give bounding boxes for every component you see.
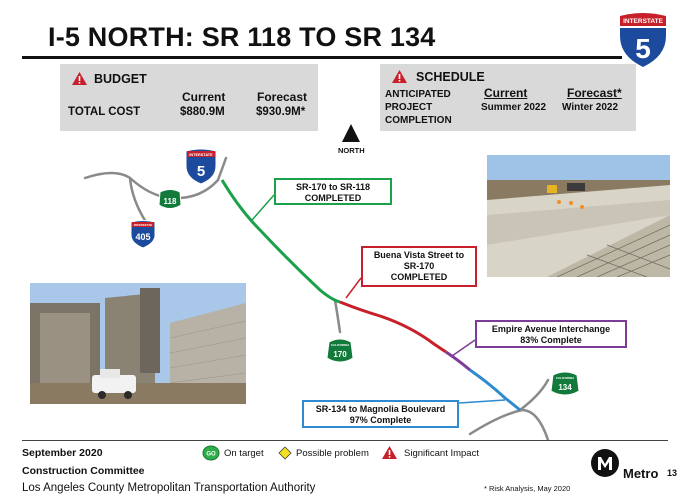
budget-current-label: Current	[182, 90, 226, 104]
page-number: 13	[667, 468, 678, 478]
callout-buena-vista	[361, 246, 477, 287]
budget-heading: BUDGET	[94, 72, 147, 86]
warning-icon	[391, 69, 408, 84]
callout-empire-avenue	[475, 320, 627, 348]
sr170-shield-icon	[327, 339, 353, 362]
north-label: NORTH	[338, 146, 365, 155]
callout-purple-line1: Empire Avenue Interchange	[491, 324, 611, 334]
legend-possible-problem: Possible problem	[296, 448, 369, 459]
report-date: September 2020	[22, 447, 103, 459]
road-sr134	[520, 380, 548, 410]
road-south-loop	[470, 410, 548, 440]
callout-purple-line2: 83% Complete	[520, 335, 582, 345]
risk-analysis-note: * Risk Analysis, May 2020	[484, 484, 571, 493]
footer-divider	[22, 440, 668, 441]
callout-sr170-sr118	[274, 178, 392, 205]
i405-shield-icon	[131, 221, 155, 249]
metro-wordmark: Metro	[623, 466, 659, 481]
callout-blue-line1: SR-134 to Magnolia Boulevard	[315, 404, 446, 414]
i5-shield-num: 5	[196, 163, 206, 180]
sr118-shield-num: 118	[163, 197, 177, 206]
callout-red-line3: COMPLETED	[390, 272, 448, 282]
sr170-shield-num: 170	[333, 350, 347, 359]
metro-logo-icon	[590, 448, 620, 478]
segment-purple	[446, 352, 470, 370]
schedule-forecast-label: Forecast*	[567, 86, 622, 100]
i405-shield-num: 405	[135, 232, 151, 242]
leader-red	[346, 278, 361, 298]
page-title: I-5 NORTH: SR 118 TO SR 134	[48, 22, 436, 52]
committee-name: Construction Committee	[22, 465, 145, 477]
legend-significant-impact: Significant Impact	[404, 448, 479, 459]
total-cost-label: TOTAL COST	[68, 106, 141, 118]
schedule-row-label-2: PROJECT	[385, 102, 433, 113]
sr134-shield-num: 134	[558, 383, 572, 392]
significant-impact-icon	[381, 445, 398, 460]
leader-purple	[452, 340, 475, 356]
callout-green-line2: COMPLETED	[304, 193, 362, 203]
segment-blue	[470, 370, 520, 410]
budget-panel	[60, 64, 318, 131]
schedule-row-label-1: ANTICIPATED	[385, 89, 451, 100]
warning-icon	[71, 71, 88, 86]
sr134-shield-top: CALIFORNIA	[555, 376, 575, 380]
agency-name: Los Angeles County Metropolitan Transportation Authority	[22, 482, 316, 494]
construction-photo-walls	[30, 283, 246, 404]
i5-shield-top: INTERSTATE	[189, 153, 213, 157]
callout-green-line1: SR-170 to SR-118	[295, 182, 371, 192]
shield-big-top: INTERSTATE	[623, 18, 663, 25]
i5-shield-icon	[186, 149, 216, 184]
sr170-shield-top: CALIFORNIA	[330, 343, 350, 347]
budget-forecast-label: Forecast	[257, 90, 308, 104]
callout-sr134-magnolia	[302, 400, 459, 428]
road-i5-north	[218, 158, 226, 180]
sr118-shield-icon	[159, 190, 181, 209]
schedule-current-label: Current	[484, 86, 528, 100]
segment-red	[340, 302, 446, 352]
schedule-heading: SCHEDULE	[416, 70, 485, 84]
road-sr170	[335, 300, 340, 332]
on-target-icon	[202, 445, 220, 461]
leader-blue	[459, 400, 505, 403]
interstate-5-shield-icon	[612, 6, 674, 72]
callout-red-line1: Buena Vista Street to	[373, 250, 465, 260]
schedule-current-value: Summer 2022	[481, 102, 547, 113]
budget-forecast-value: $930.9M*	[256, 106, 306, 118]
leader-green	[252, 195, 274, 220]
schedule-panel	[380, 64, 636, 131]
schedule-forecast-value: Winter 2022	[562, 102, 619, 113]
sr134-shield-icon	[551, 372, 579, 395]
legend-on-target: On target	[224, 448, 264, 459]
budget-current-value: $880.9M	[180, 106, 225, 118]
callout-blue-line2: 97% Complete	[349, 415, 412, 425]
on-target-icon-text: GO	[206, 451, 216, 458]
possible-problem-icon	[278, 446, 292, 460]
schedule-row-label-3: COMPLETION	[385, 115, 452, 126]
i405-shield-top: INTERSTATE	[133, 223, 153, 227]
shield-big-num: 5	[635, 33, 651, 64]
title-underline	[22, 56, 622, 59]
callout-red-line2: SR-170	[403, 261, 435, 271]
construction-photo-roadway	[487, 155, 670, 277]
